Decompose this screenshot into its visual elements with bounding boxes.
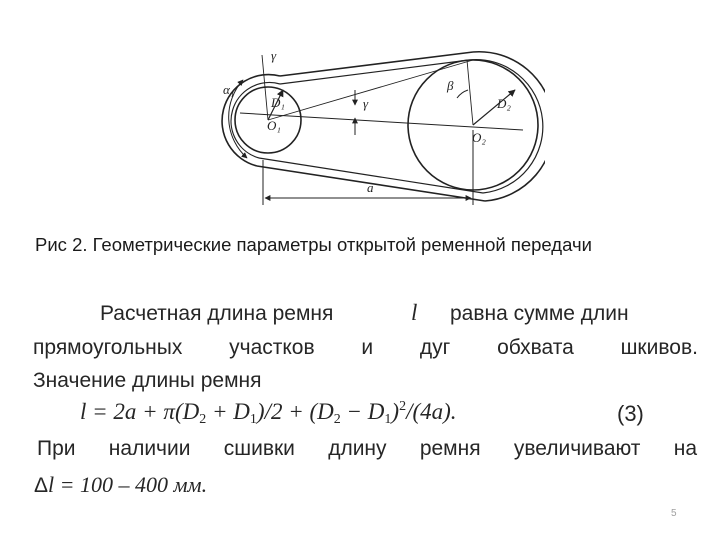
formula-sub: 1 [384, 412, 392, 427]
alpha1-label: α₁ [223, 82, 235, 97]
word: увеличивают [513, 437, 641, 460]
gamma-mid-label: γ [363, 96, 369, 111]
word: наличии [108, 437, 191, 460]
a-label: a [367, 180, 374, 195]
equation-number: (3) [617, 401, 644, 426]
word: обхвата [497, 336, 574, 359]
word: на [673, 437, 697, 460]
word: При [37, 437, 76, 460]
belt-length-symbol: l [411, 300, 418, 325]
o1-label: O₁ [267, 118, 281, 133]
formula-sup: 2 [399, 399, 407, 414]
formula-close: ) [391, 399, 400, 424]
o2-label: O₂ [472, 130, 486, 145]
d1-label: D₁ [271, 95, 285, 110]
word: шкивов. [620, 336, 698, 359]
formula-tail: /(4a). [406, 399, 457, 424]
formula-sub: 2 [199, 412, 207, 427]
paragraph2-line-2 [34, 472, 207, 498]
word: участков [229, 336, 315, 359]
word: ремня [419, 437, 481, 460]
paragraph-line-2 [33, 336, 698, 360]
formula-mid: )/2 + ( [256, 399, 318, 424]
gamma-top-label: γ [271, 48, 277, 63]
figure-caption: Рис 2. Геометрические параметры открытой ременной передачи [35, 234, 592, 255]
paragraph-line-1-end: равна сумме длин [450, 302, 629, 325]
d2-label: D₂ [497, 96, 511, 111]
page-number: 5 [671, 508, 677, 519]
formula-op: + [206, 399, 234, 424]
word: и [361, 336, 374, 359]
formula-lhs: l = 2a + π( [80, 399, 183, 424]
formula-d2: D [182, 399, 200, 424]
formula-op: − [340, 399, 368, 424]
word: длину [328, 437, 387, 460]
word: сшивки [223, 437, 295, 460]
belt-length-formula [80, 399, 457, 428]
delta-symbol: Δ [34, 474, 49, 497]
beta-label: β [447, 78, 454, 93]
word: дуг [419, 336, 451, 359]
formula-sub: 2 [333, 412, 341, 427]
formula-sub: 1 [249, 412, 257, 427]
paragraph2-line-1 [37, 437, 697, 461]
paragraph-line-3: Значение длины ремня [33, 369, 262, 392]
word: прямоугольных [33, 336, 183, 359]
formula-d2: D [317, 399, 334, 424]
belt-drive-figure [185, 20, 545, 215]
belt-top-run [280, 52, 473, 76]
formula-d1: D [367, 399, 385, 424]
seam-allowance-value: l = 100 – 400 мм. [48, 472, 208, 497]
paragraph-line-1-start: Расчетная длина ремня [100, 302, 334, 325]
formula-d1: D [233, 399, 250, 424]
